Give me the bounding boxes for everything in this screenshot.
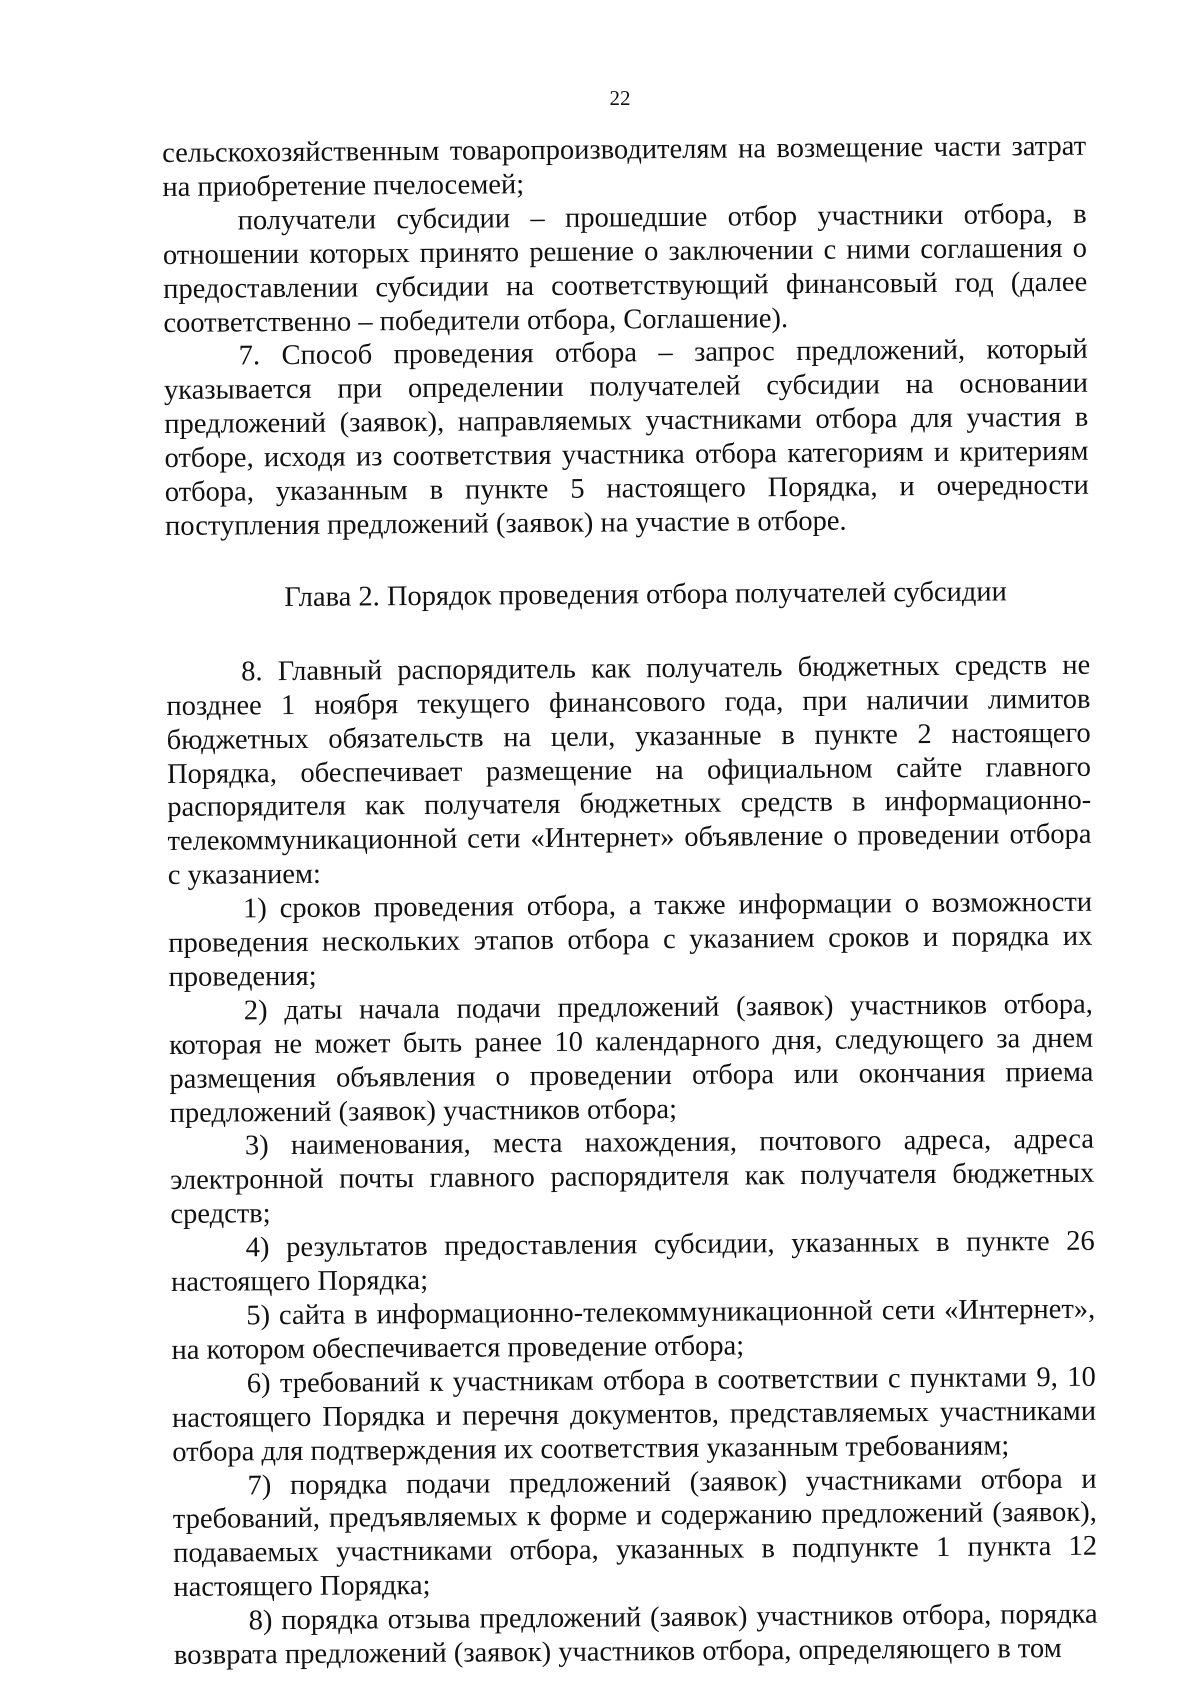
- list-item-1: 1) сроков проведения отбора, а также информации о возможности проведения нескольких этапов отбора с указанием сроков и порядка их проведения;: [168, 886, 1093, 993]
- list-item-4: 4) результатов предоставления субсидии, указанных в пункте 26 настоящего Порядка;: [170, 1225, 1095, 1299]
- page-number: 22: [609, 86, 631, 110]
- chapter-heading: Глава 2. Порядок проведения отбора получателей субсидии: [284, 576, 1007, 613]
- list-item-3: 3) наименования, места нахождения, почтового адреса, адреса электронной почты главного распорядителя как получателя бюджетных средств;: [170, 1124, 1095, 1231]
- list-item-8: 8) порядка отзыва предложений (заявок) участников отбора, порядка возврата предложений (заявок) участников отбора, определяющего в том: [173, 1598, 1098, 1672]
- list-item-7: 7) порядка подачи предложений (заявок) участниками отбора и требований, предъявляемых к форме и содержанию предложений (заявок), подаваемых участниками отбора, указанных в подпункте 1 пункта 12 настоящего Порядка;: [172, 1463, 1098, 1604]
- paragraph-8-intro: 8. Главный распорядитель как получатель бюджетных средств не позднее 1 ноября текущего финансового года, при наличии лимитов бюджетных обязательств на цели, указанные в пункте 2 настоящего Порядка, обеспечивает размещение на официальном сайте главного распорядителя как получателя бюджетных средств в информационно-телекоммуникационной сети «Интернет» объявление о проведении отбора с указанием:: [166, 649, 1092, 892]
- document-body: [162, 130, 1098, 1673]
- paragraph-continuation: сельскохозяйственным товаропроизводителям на возмещение части затрат на приобретение пчелосемей;: [162, 130, 1087, 203]
- list-item-5: 5) сайта в информационно-телекоммуникационной сети «Интернет», на котором обеспечивается проведение отбора;: [171, 1293, 1096, 1366]
- list-item-2: 2) даты начала подачи предложений (заявок) участников отбора, которая не может быть ранее 10 календарного дня, следующего за днем размещения объявления о проведении отбора или окончания приема предложений (заявок) участников отбора;: [169, 988, 1094, 1129]
- paragraph-7-selection-method: 7. Способ проведения отбора – запрос предложений, который указывается при определении получателей субсидии на основании предложений (заявок), направляемых участниками отбора для участия в отборе, исходя из соответствия участника отбора категориям и критериям отбора, указанным в пункте 5 настоящего Порядка, и очередности поступления предложений (заявок) на участие в отборе.: [163, 334, 1089, 542]
- paragraph-subsidy-recipients: получатели субсидии – прошедшие отбор участники отбора, в отношении которых принято решение о заключении с ними соглашения о предоставлении субсидии на соответствующий финансовый год (далее соответственно – победители отбора, Соглашение).: [162, 198, 1088, 339]
- list-item-6: 6) требований к участникам отбора в соответствии с пунктами 9, 10 настоящего Порядка и перечня документов, представляемых участниками отбора для подтверждения их соответствия указанным требованиям;: [171, 1361, 1097, 1468]
